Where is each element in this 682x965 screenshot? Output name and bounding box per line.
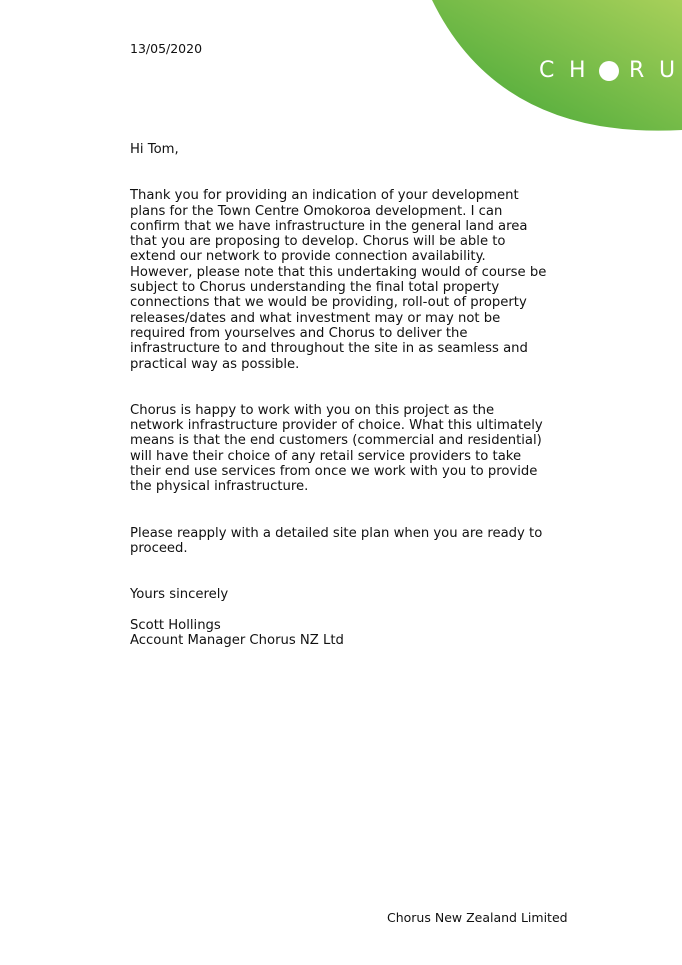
logo-letter-u: U: [659, 58, 676, 83]
chorus-logo: [539, 58, 682, 83]
footer-company: Chorus New Zealand Limited: [387, 910, 568, 925]
paragraph-1: Thank you for providing an indication of your development plans for the Town Centre Omokoroa development. I can confirm that we have infrastructure in the general land area that you are proposing to develop. Chorus will be able to extend our network to provide connection availability. However, please note that this undertaking would of course be subject to Chorus understanding the final total property connections that we would be providing, roll-out of property releases/dates and what investment may or may not be required from yourselves and Chorus to deliver the infrastructure to and throughout the site in as seamless and practical way as possible.: [130, 188, 547, 372]
logo-letter-h: H: [569, 58, 586, 83]
letter-date: 13/05/2020: [130, 41, 203, 56]
logo-o-circle-icon: [599, 61, 619, 81]
signatory-title: Account Manager Chorus NZ Ltd: [130, 632, 344, 648]
paragraph-2: Chorus is happy to work with you on this project as the network infrastructure provider of choice. What this ultimately means is that the end customers (commercial and residential) will have their choice of any retail service providers to take their end use services from once we work with you to provide the physical infrastructure.: [130, 402, 543, 495]
logo-letter-r: R: [629, 58, 645, 83]
greeting: Hi Tom,: [130, 142, 179, 157]
paragraph-3: Please reapply with a detailed site plan when you are ready to proceed.: [130, 525, 543, 556]
signatory-name: Scott Hollings: [130, 617, 221, 633]
closing: Yours sincerely: [130, 587, 229, 603]
letter-body: [130, 142, 550, 648]
logo-letter-c: C: [539, 58, 555, 83]
